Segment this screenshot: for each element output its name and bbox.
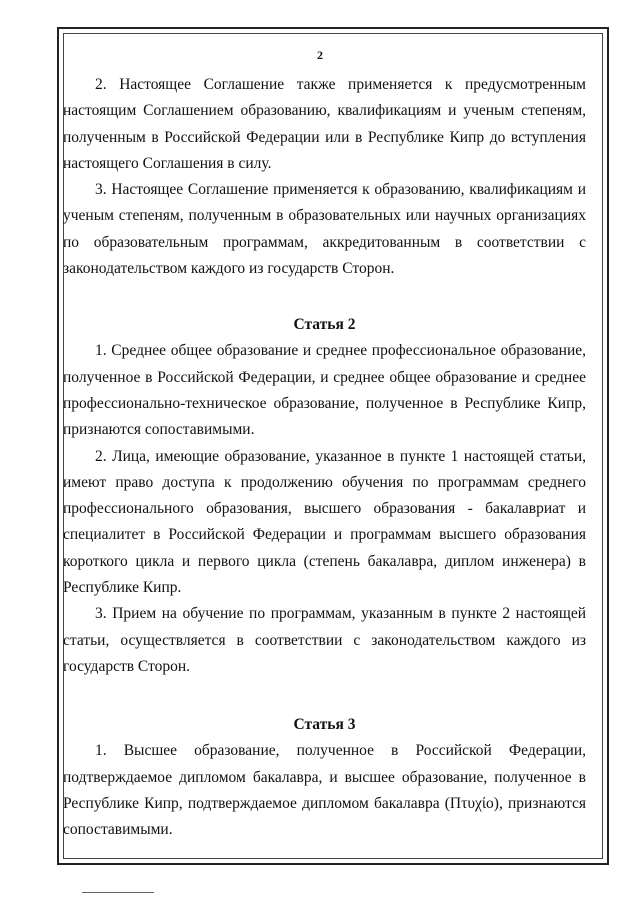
spacer [63,282,586,312]
page-number: 2 [317,48,323,62]
article-2-heading: Статья 2 [293,316,356,334]
footnote-separator [82,892,154,893]
paragraph-intro-2: 2. Настоящее Соглашение также применяется к предусмотренным настоящим Соглашением образованию, квалификациям и ученым степеням, полученным в Российской Федерации или в Республике Кипр до вступления настоящего Соглашения в силу. [63,76,586,172]
article-3-heading: Статья 3 [293,716,356,734]
article-2-paragraph-2: 2. Лица, имеющие образование, указанное в пункте 1 настоящей статьи, имеют право доступа к продолжению обучения по программам среднего профессионального образования, высшего образования - бакалавриат и специалитет в Российской Федерации и программам высшего образования короткого цикла и первого цикла (степень бакалавра, диплом инженера) в Республике Кипр. [63,447,586,597]
spacer [63,680,586,712]
paragraph-intro-3: 3. Настоящее Соглашение применяется к образованию, квалификациям и ученым степеням, полученным в образовательных или научных организациях по образовательным программам, аккредитованным в соответствии с законодательством каждого из государств Сторон. [63,181,586,278]
article-2-paragraph-3: 3. Прием на обучение по программам, указанным в пункте 2 настоящей статьи, осуществляется в соответствии с законодательством каждого из государств Сторон. [63,605,586,675]
document-body [63,72,586,843]
article-3-paragraph-1: 1. Высшее образование, полученное в Российской Федерации, подтверждаемое дипломом бакалавра, и высшее образование, полученное в Республике Кипр, подтверждаемое дипломом бакалавра (Πτυχίο), признаются сопоставимыми. [63,742,586,839]
article-2-paragraph-1: 1. Среднее общее образование и среднее профессиональное образование, полученное в Российской Федерации, и среднее общее образование и среднее профессионально-техническое образование, полученное в Республике Кипр, признаются сопоставимыми. [63,342,586,439]
